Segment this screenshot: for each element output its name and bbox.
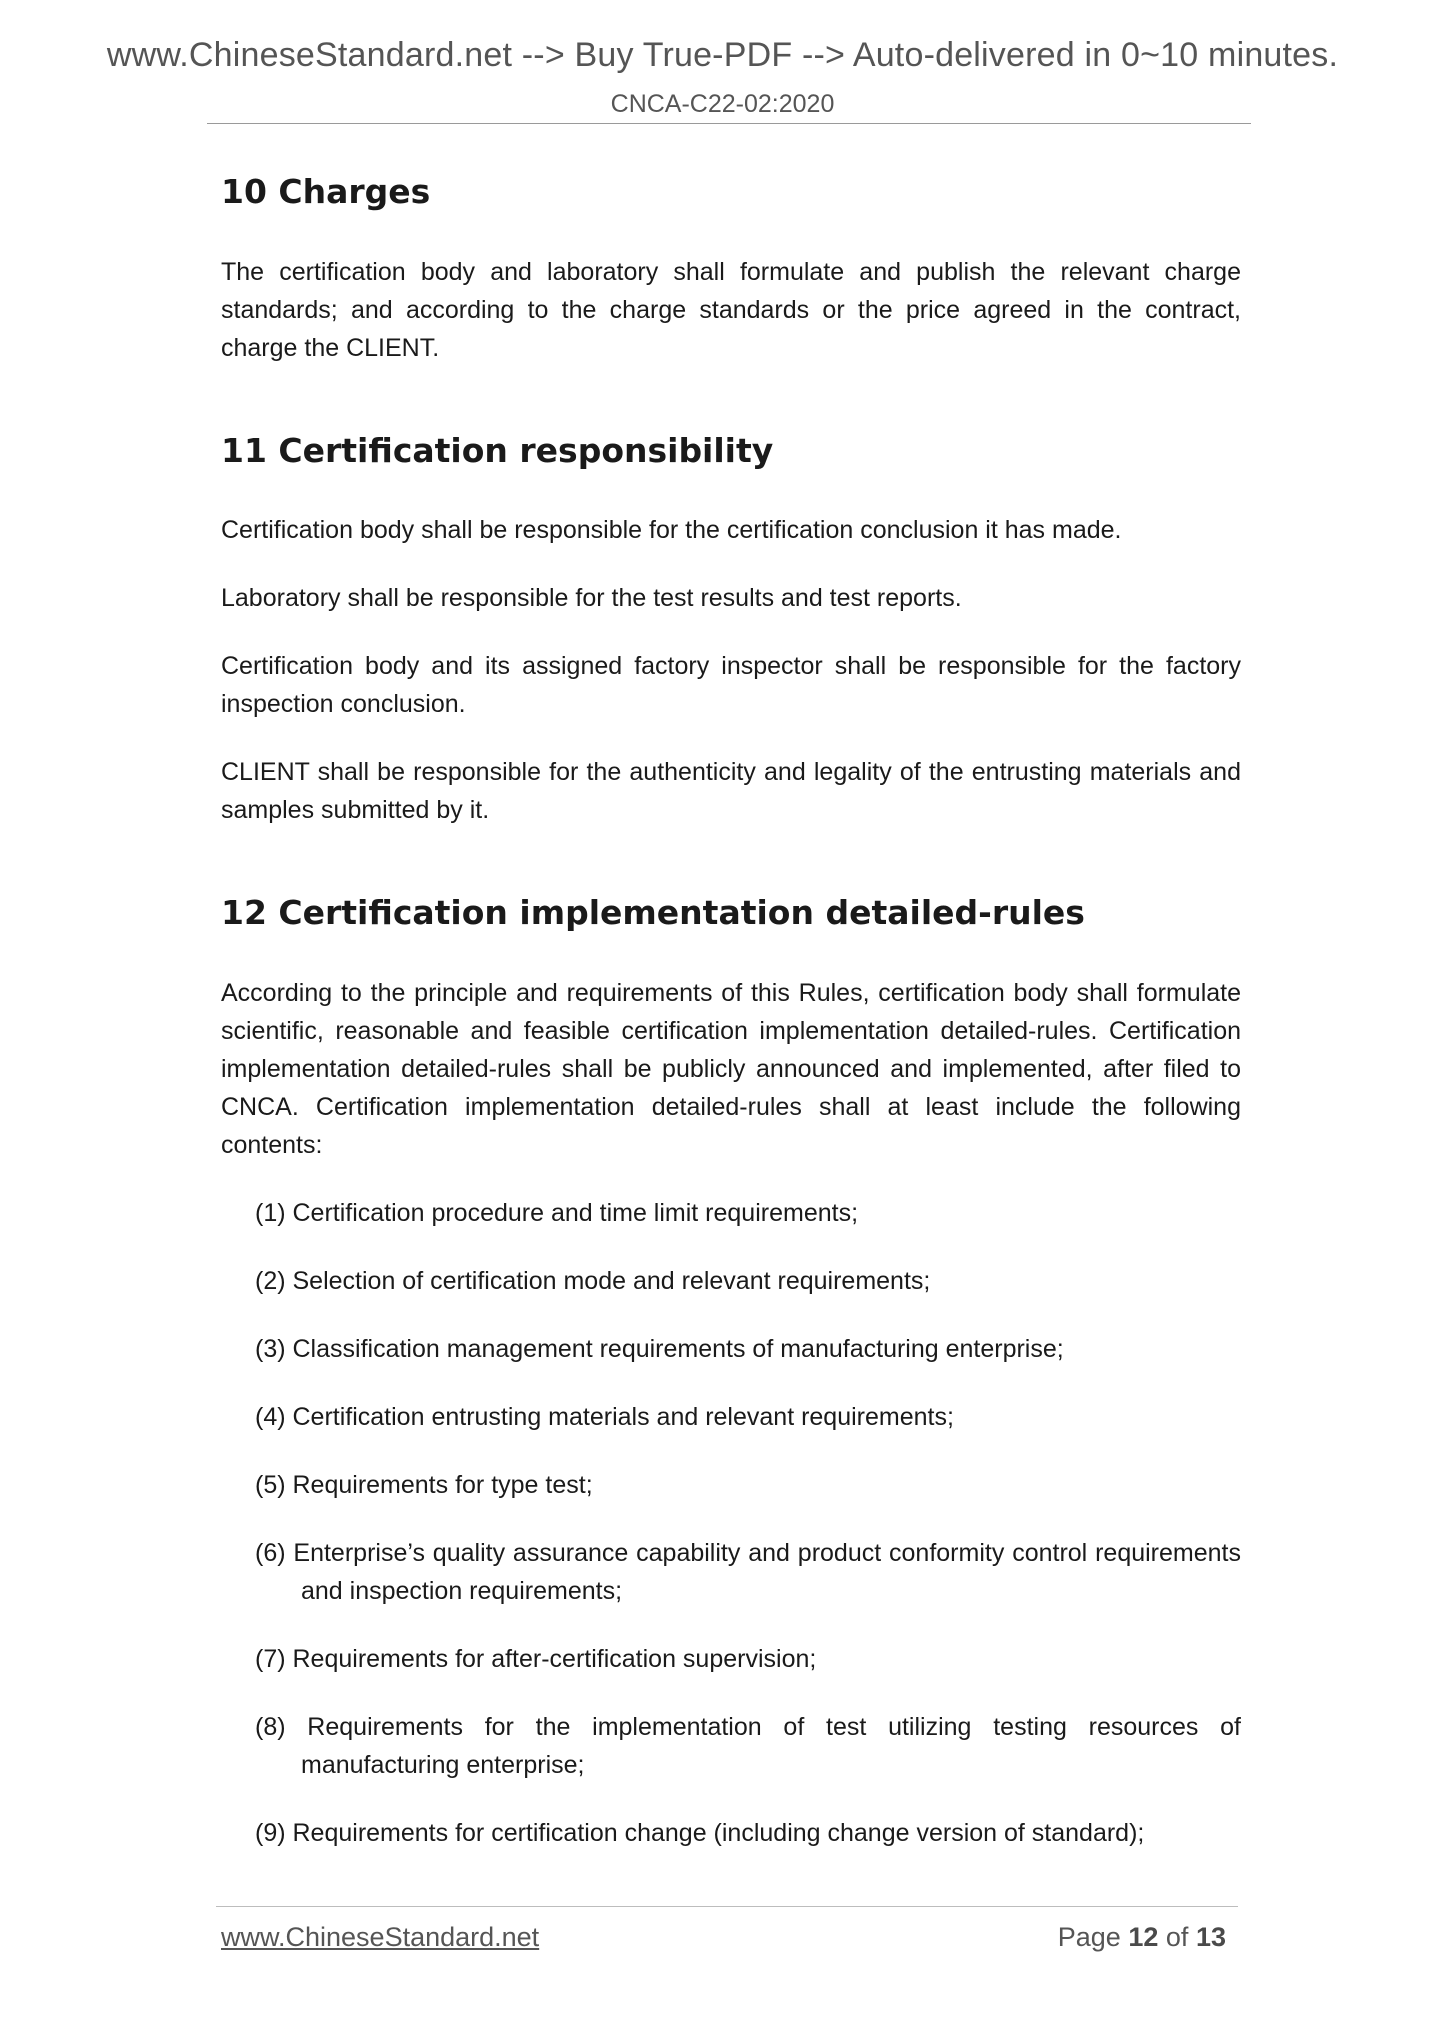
- footer-website-link[interactable]: www.ChineseStandard.net: [221, 1922, 540, 1952]
- list-item: (9) Requirements for certification change (including change version of standard);: [255, 1818, 1145, 1847]
- footer-divider: [216, 1906, 1238, 1907]
- list-item: (7) Requirements for after-certification supervision;: [255, 1644, 817, 1673]
- page-content: [221, 150, 1241, 1852]
- top-banner[interactable]: www.ChineseStandard.net --> Buy True-PDF --> Auto-delivered in 0~10 minutes.: [106, 36, 1339, 74]
- document-code: CNCA-C22-02:2020: [610, 90, 835, 118]
- header-divider: [207, 123, 1251, 124]
- section-10-heading: 10 Charges: [221, 172, 431, 211]
- section-11-paragraph: Laboratory shall be responsible for the test results and test reports.: [221, 584, 962, 613]
- list-item: (1) Certification procedure and time limit requirements;: [255, 1198, 859, 1227]
- list-item: (2) Selection of certification mode and relevant requirements;: [255, 1266, 931, 1295]
- section-12-heading: 12 Certification implementation detailed-rules: [221, 893, 1085, 933]
- list-item: (6) Enterprise’s quality assurance capability and product conformity control requirements and inspection requirements;: [255, 1538, 1241, 1605]
- list-item: (4) Certification entrusting materials and relevant requirements;: [255, 1402, 954, 1431]
- list-item: (3) Classification management requirements of manufacturing enterprise;: [255, 1334, 1064, 1363]
- list-item: (8) Requirements for the implementation of test utilizing testing resources of manufacturing enterprise;: [255, 1712, 1241, 1779]
- page-of: of: [1165, 1922, 1189, 1952]
- page-total: 13: [1195, 1922, 1226, 1952]
- page-current: 12: [1128, 1922, 1159, 1952]
- section-11-paragraph: Certification body and its assigned factory inspector shall be responsible for the factory inspection conclusion.: [221, 652, 1241, 719]
- page-label: Page: [1057, 1922, 1121, 1952]
- section-10-body: The certification body and laboratory shall formulate and publish the relevant charge standards; and according to the charge standards or the price agreed in the contract, charge the CLIENT.: [221, 257, 1241, 362]
- section-12-intro: According to the principle and requirements of this Rules, certification body shall formulate scientific, reasonable and feasible certification implementation detailed-rules. Certification implementation detailed-rules shall be publicly announced and implemented, after filed to CNCA. Certification implementation detailed-rules shall at least include the following contents:: [221, 978, 1241, 1159]
- list-item: (5) Requirements for type test;: [255, 1470, 593, 1499]
- section-11-paragraph: CLIENT shall be responsible for the authenticity and legality of the entrusting materials and samples submitted by it.: [221, 758, 1241, 825]
- page-indicator: [1058, 1922, 1226, 1953]
- section-11-heading: 11 Certification responsibility: [221, 430, 774, 470]
- section-11-paragraph: Certification body shall be responsible for the certification conclusion it has made.: [221, 516, 1122, 545]
